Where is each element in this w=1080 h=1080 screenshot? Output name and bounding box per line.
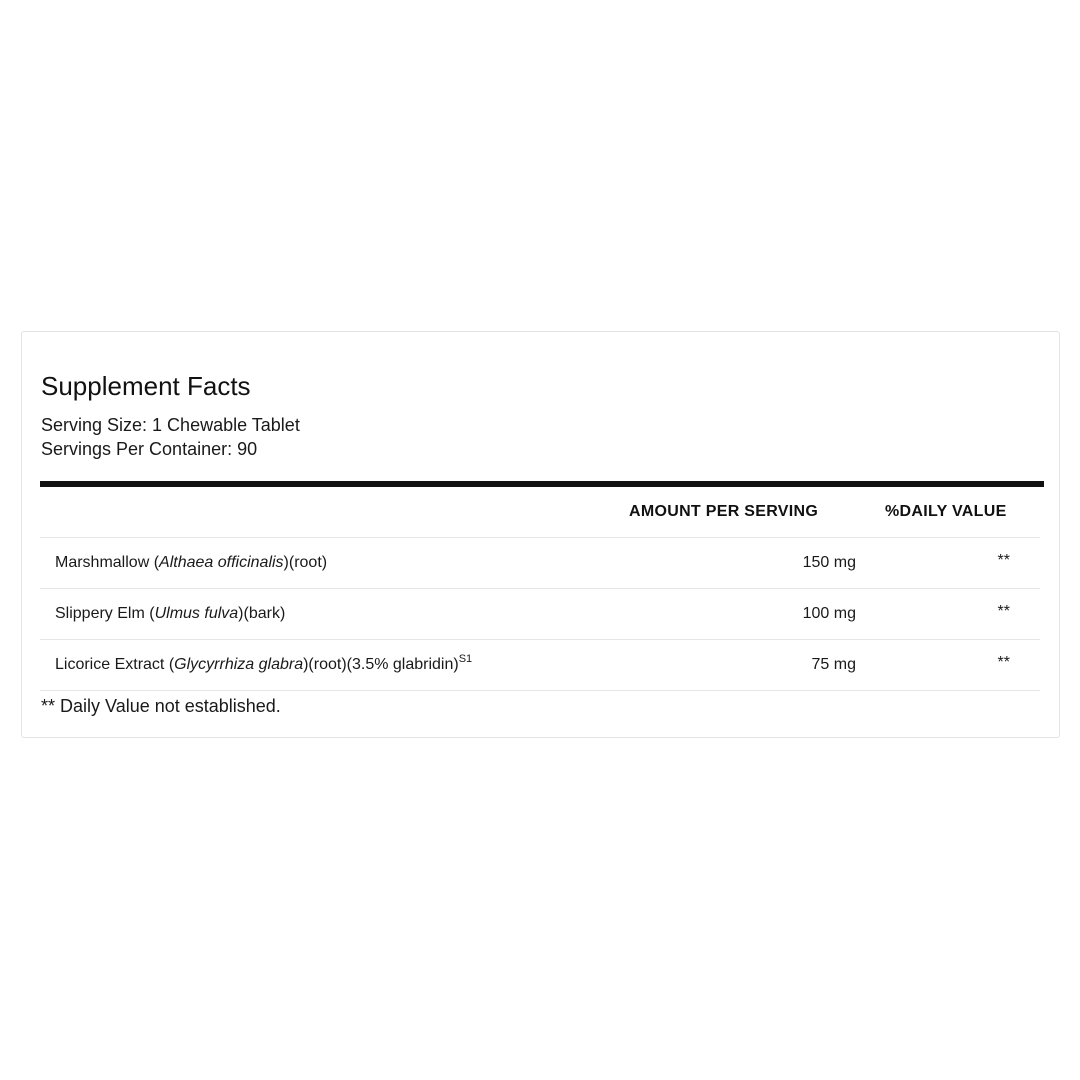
ingredient-amount: 75 mg — [811, 656, 856, 673]
ingredient-daily-value: ** — [997, 552, 1010, 569]
table-row — [40, 640, 1040, 690]
ingredient-name: Marshmallow (Althaea officinalis)(root) — [55, 554, 328, 571]
ingredient-name: Slippery Elm (Ulmus fulva)(bark) — [55, 605, 286, 622]
panel-title: Supplement Facts — [41, 371, 251, 401]
header-divider — [40, 481, 1044, 487]
ingredient-amount: 150 mg — [802, 554, 856, 571]
table-row — [40, 589, 1040, 639]
ingredient-amount: 100 mg — [802, 605, 856, 622]
ingredient-latin-name: Ulmus fulva — [154, 605, 239, 622]
ingredient-daily-value: ** — [997, 603, 1010, 620]
footnote-reference: S1 — [458, 652, 473, 665]
servings-per-container: Servings Per Container: 90 — [41, 439, 258, 459]
ingredient-latin-name: Althaea officinalis — [159, 554, 284, 571]
supplement-facts-panel — [21, 331, 1060, 738]
amount-per-serving-header: AMOUNT PER SERVING — [629, 503, 819, 520]
daily-value-header: %DAILY VALUE — [885, 503, 1007, 520]
ingredient-name: Licorice Extract (Glycyrrhiza glabra)(root)(3.5% glabridin)$^{S1}$ — [55, 652, 473, 673]
ingredient-daily-value: ** — [997, 654, 1010, 671]
daily-value-footnote: ** Daily Value not established. — [41, 696, 281, 716]
table-row — [40, 538, 1040, 588]
row-divider — [40, 690, 1040, 691]
serving-size: Serving Size: 1 Chewable Tablet — [41, 415, 300, 435]
ingredient-latin-name: Glycyrrhiza glabra — [174, 656, 304, 673]
